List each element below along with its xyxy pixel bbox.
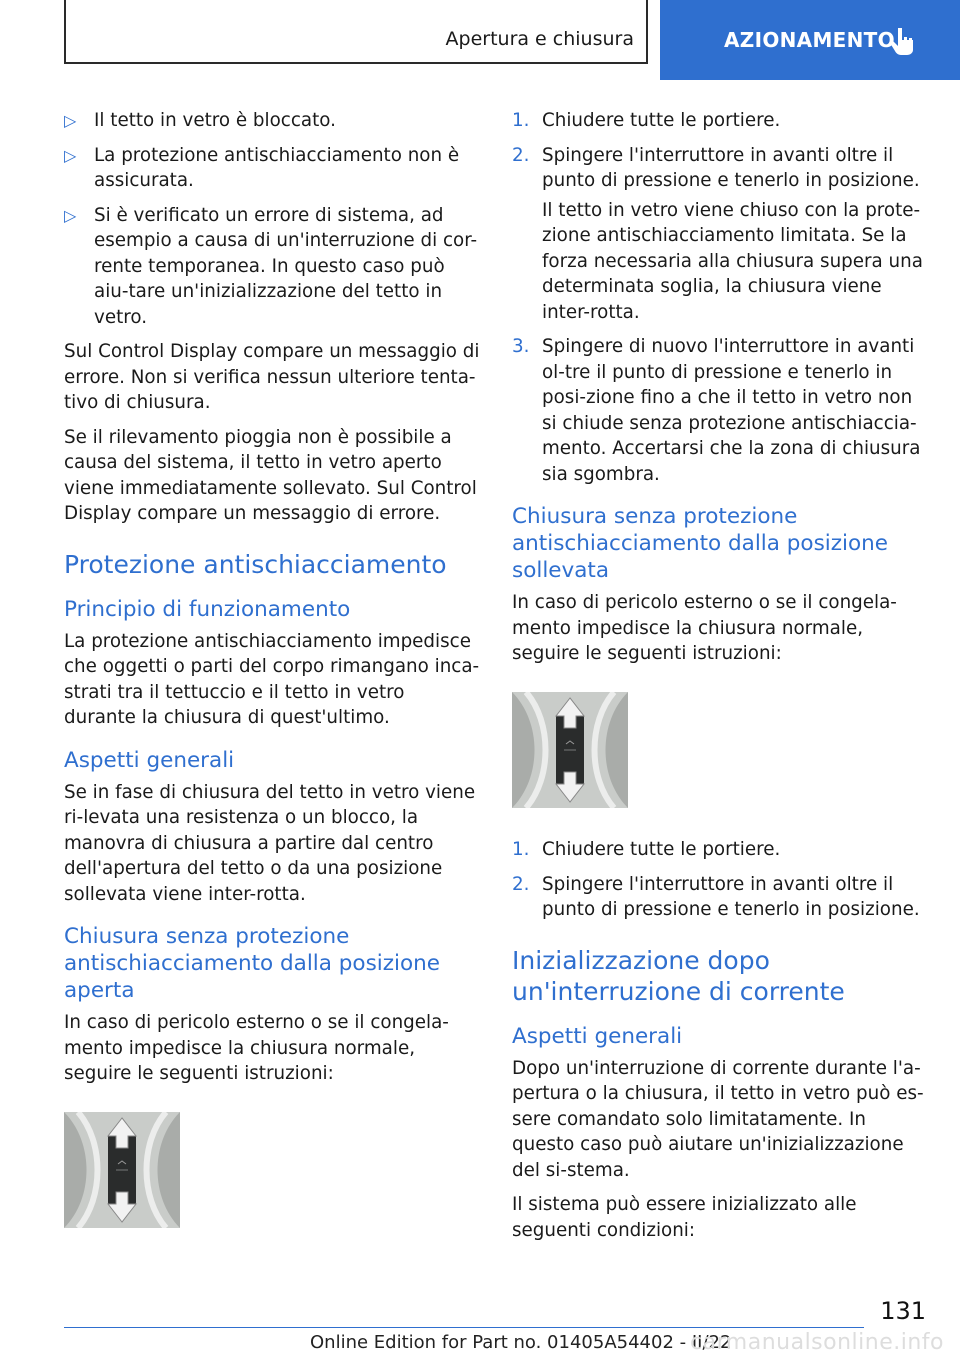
subsection-heading: Principio di funzionamento <box>64 596 351 622</box>
subsection-heading: Chiusura senza protezione antischiacciamento dalla posizione sollevata <box>512 504 889 583</box>
watermark: carmanualsonline.info <box>690 1330 944 1355</box>
roof-switch-image <box>512 692 628 808</box>
list-item: 2. Spingere l'interruttore in avanti oltre il punto di pressione e tenerlo in posizione. Il tetto in vetro viene chiuso con la prote-zione antischiacciamento limitata. Se la forza necessaria alla chiusura supera una determinata soglia, la chiusura viene inter-rotta. <box>512 143 932 326</box>
paragraph: Il sistema può essere inizializzato alle seguenti condizioni: <box>512 1194 857 1241</box>
list-item: 2. Spingere l'interruttore in avanti oltre il punto di pressione e tenerlo in posizione. <box>512 873 920 920</box>
list-item: 1. Chiudere tutte le portiere. <box>512 110 781 131</box>
section-heading: Protezione antischiacciamento <box>64 549 447 579</box>
chapter-tab[interactable] <box>660 0 960 80</box>
list-item: 1. Chiudere tutte le portiere. <box>512 839 781 860</box>
left-column <box>64 108 482 1257</box>
list-item: ▷ Si è verificato un errore di sistema, ad esempio a causa di un'interruzione di cor-rente temporanea. In questo caso può aiu-tare un'inizializzazione del tetto in vetro. <box>64 204 478 328</box>
step-note: Il tetto in vetro viene chiuso con la prote-zione antischiacciamento limitata. Se la forza necessaria alla chiusura supera una determinata soglia, la chiusura viene inter-rotta. <box>542 199 923 323</box>
steps-list-2 <box>512 837 932 923</box>
paragraph: La protezione antischiacciamento impedisce che oggetti o parti del corpo rimangano inca-strati tra il tettuccio e il tetto in vetro durante la chiusura di quest'ultimo. <box>64 630 480 728</box>
paragraph: In caso di pericolo esterno o se il congela-mento impedisce la chiusura normale, seguire le seguenti istruzioni: <box>64 1012 449 1084</box>
section-heading: Inizializzazione dopo un'interruzione di corrente <box>512 945 845 1006</box>
paragraph: In caso di pericolo esterno o se il congela-mento impedisce la chiusura normale, seguire le seguenti istruzioni: <box>512 592 897 664</box>
paragraph: Se il rilevamento pioggia non è possibile a causa del sistema, il tetto in vetro aperto viene immediatamente sollevato. Sul Control Display compare un messaggio di errore. <box>64 426 477 524</box>
paragraph: Se in fase di chiusura del tetto in vetro viene ri-levata una resistenza o un blocco, la manovra di chiusura a partire dal centro dell'apertura del tetto o da una posizione sollevata viene inter-rotta. <box>64 781 476 905</box>
steps-list-1 <box>512 108 932 487</box>
triangle-bullet-icon: ▷ <box>64 205 77 225</box>
roof-switch-image <box>64 1112 180 1228</box>
hand-pointer-icon <box>890 26 916 56</box>
list-item: 3. Spingere di nuovo l'interruttore in avanti ol-tre il punto di pressione e tenerlo in posi-zione fino a che il tetto in vetro non si chiude senza protezione antischiaccia-mento. Accertarsi che la zona di chiusura sia sgombra. <box>512 336 921 485</box>
triangle-bullet-icon: ▷ <box>64 111 77 130</box>
list-item: ▷ Il tetto in vetro è bloccato. <box>64 108 482 134</box>
subsection-heading: Aspetti generali <box>64 747 235 773</box>
subsection-heading: Chiusura senza protezione antischiacciamento dalla posizione aperta <box>64 924 441 1003</box>
chapter-tab-label: AZIONAMENTO <box>724 28 895 52</box>
triangle-bullet-icon: ▷ <box>64 145 77 165</box>
right-column <box>512 108 932 1252</box>
list-item: ▷ La protezione antischiacciamento non è assicurata. <box>64 144 460 191</box>
paragraph: Sul Control Display compare un messaggio di errore. Non si verifica nessun ulteriore tenta-tivo di chiusura. <box>64 341 480 413</box>
footer-divider <box>64 1327 864 1328</box>
edition-text: Online Edition for Part no. 01405A54402 - II/22 <box>310 1332 732 1353</box>
header-frame <box>64 0 648 64</box>
subsection-heading: Aspetti generali <box>512 1023 683 1049</box>
section-title: Apertura e chiusura <box>445 28 634 50</box>
condition-list <box>64 108 482 330</box>
page-number: 131 <box>880 1297 926 1325</box>
paragraph: Dopo un'interruzione di corrente durante l'a-pertura o la chiusura, il tetto in vetro può es-sere comandato solo limitatamente. In questo caso può aiutare un'inizializzazione del si-stema. <box>512 1057 924 1181</box>
